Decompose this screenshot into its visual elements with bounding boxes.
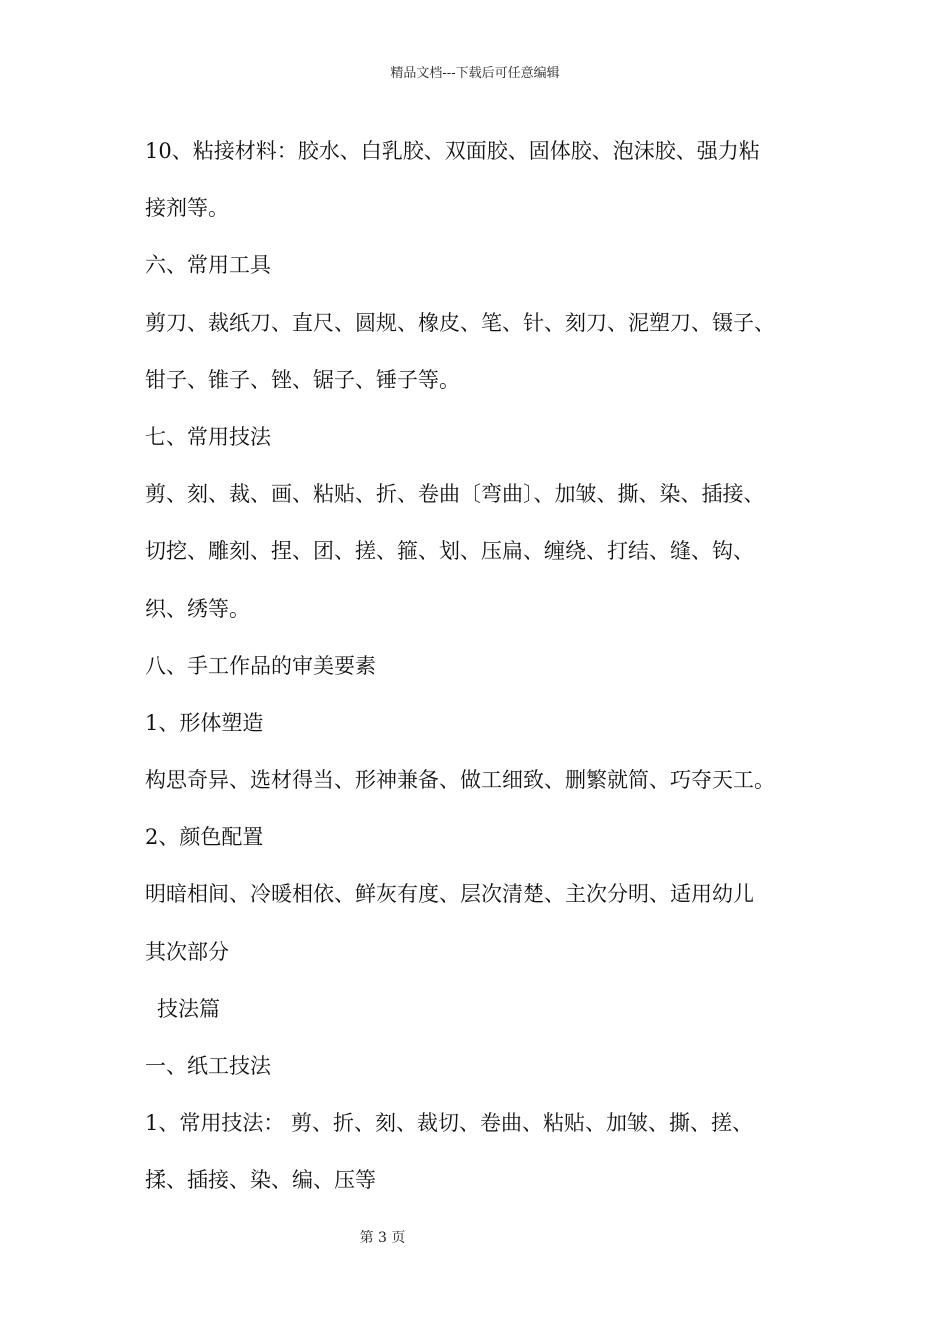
- text-line: 织、绣等。: [145, 596, 250, 621]
- text-line: 构思奇异、选材得当、形神兼备、做工细致、删繁就简、巧夺天工。: [145, 768, 775, 793]
- section-heading: 一、纸工技法: [145, 1054, 271, 1078]
- text-line: 1、常用技法： 剪、折、刻、裁切、卷曲、粘贴、加皱、撕、搓、: [145, 1111, 754, 1136]
- text-line: 剪刀、裁纸刀、直尺、圆规、橡皮、笔、针、刻刀、泥塑刀、镊子、: [145, 310, 775, 335]
- text-line: 钳子、锥子、锉、锯子、锤子等。: [145, 367, 460, 392]
- document-body: [145, 132, 835, 1219]
- text-line: 明暗相间、冷暖相依、鲜灰有度、层次清楚、主次分明、适用幼儿: [145, 882, 754, 907]
- page-number: 第 3 页: [359, 1230, 406, 1246]
- text-line: 揉、插接、染、编、压等: [145, 1168, 376, 1193]
- chapter-heading: 技法篇: [157, 996, 220, 1021]
- section-heading: 七、常用技法: [145, 424, 271, 449]
- subsection-heading: 2、颜色配置: [145, 825, 264, 850]
- page-header: 精品文档---下载后可任意编辑: [390, 66, 560, 81]
- part-heading: 其次部分: [145, 939, 229, 964]
- text-line: 剪、刻、裁、画、粘贴、折、卷曲〔弯曲〕、加皱、撕、染、插接、: [145, 482, 765, 507]
- section-heading: 八、手工作品的审美要素: [145, 653, 376, 678]
- text-line: 接剂等。: [145, 196, 229, 221]
- subsection-heading: 1、形体塑造: [145, 710, 264, 735]
- text-line: 10、粘接材料：胶水、白乳胶、双面胶、固体胶、泡沫胶、强力粘: [145, 139, 760, 163]
- section-heading: 六、常用工具: [145, 253, 271, 278]
- text-line: 切挖、雕刻、捏、团、搓、箍、划、压扁、缠绕、打结、缝、钩、: [145, 539, 754, 564]
